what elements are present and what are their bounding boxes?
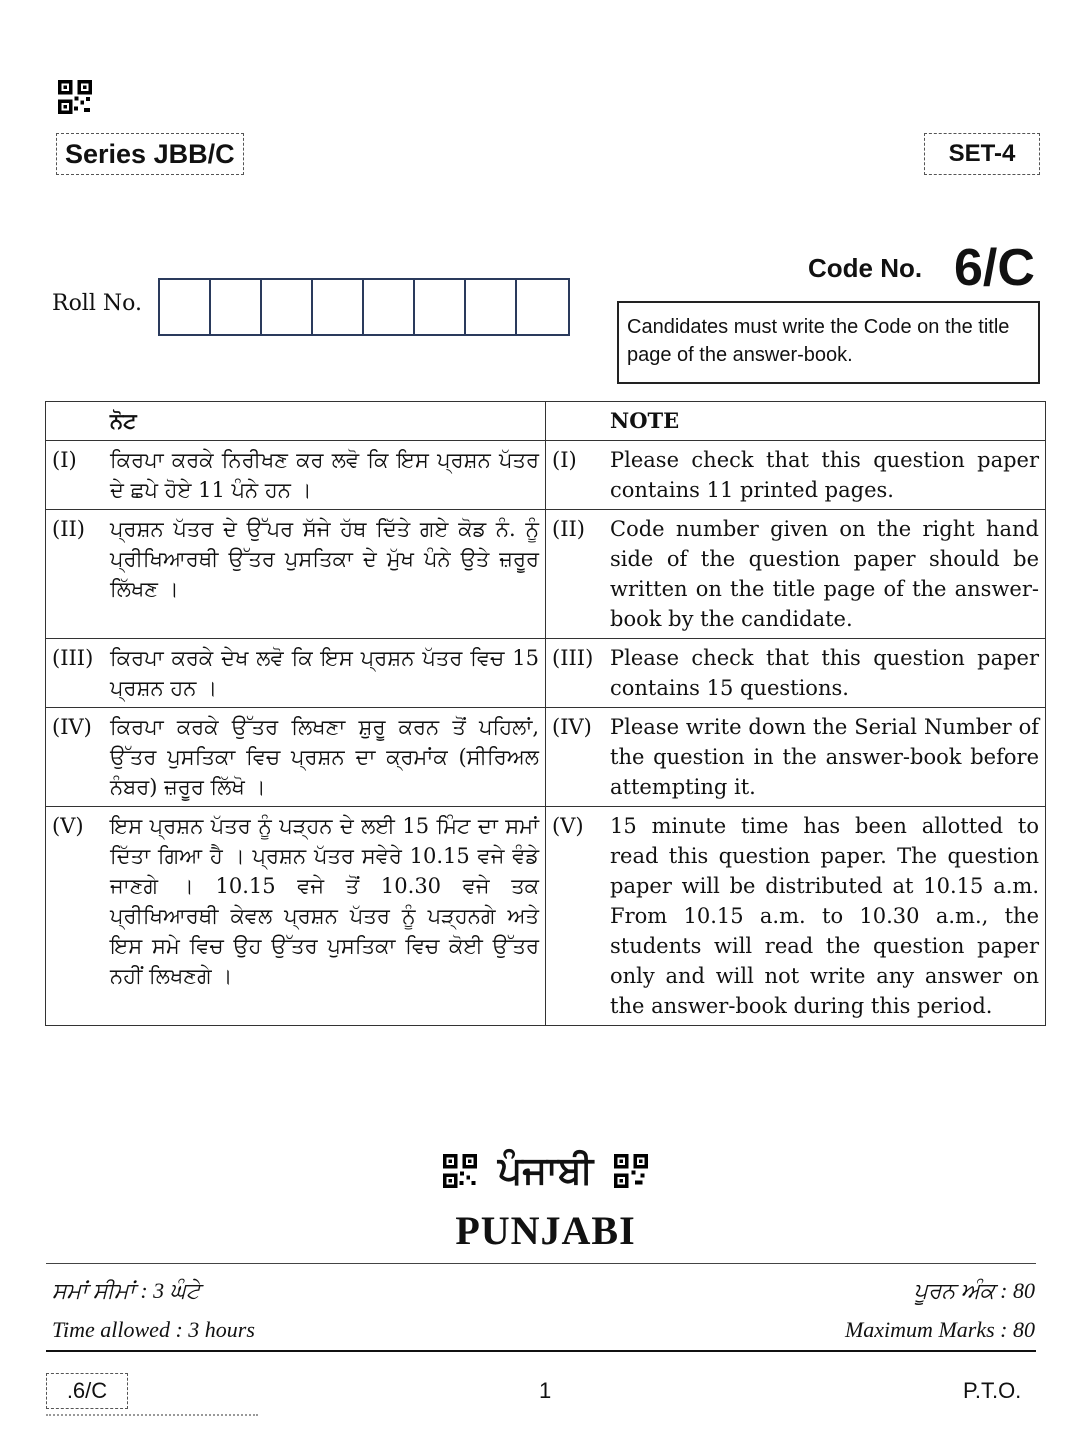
footer-code: .6/C: [46, 1373, 128, 1409]
note-text-en: Please check that this question paper contains 15 questions.: [610, 646, 1039, 700]
note-heading-pa: ਨੋਟ: [110, 408, 137, 433]
code-number-label: Code No.: [808, 253, 923, 283]
maximum-marks-pa: ਪੂਰਨ ਅੰਕ : 80: [913, 1278, 1035, 1303]
note-cell-pa: [46, 639, 546, 708]
note-cell-en: [546, 708, 1046, 807]
note-number: (III): [552, 646, 594, 670]
note-row: [46, 441, 1046, 510]
note-text-en: Code number given on the right hand side of the question paper should be written on the title page of the answer-book by the candidate.: [610, 517, 1039, 631]
note-text-en: 15 minute time has been allotted to read this question paper. The question paper will be distributed at 10.15 a.m. From 10.15 a.m. to 10.30 a.m., the students will read the question paper only and will not write any answer on the answer-book during this period.: [610, 814, 1039, 1018]
code-number-value: 6/C: [954, 239, 1035, 297]
note-text-pa: ਪ੍ਰਸ਼ਨ ਪੱਤਰ ਦੇ ਉੱਪਰ ਸੱਜੇ ਹੱਥ ਦਿੱਤੇ ਗਏ ਕੋਡ ਨੰ. ਨੂੰ ਪ੍ਰੀਖਿਆਰਥੀ ਉੱਤਰ ਪੁਸਤਿਕਾ ਦੇ ਮੁੱਖ ਪੰਨੇ ਉਤੇ ਜ਼ਰੂਰ ਲਿੱਖਣ ।: [110, 517, 539, 601]
note-number: (I): [552, 448, 577, 472]
code-instruction: Candidates must write the Code on the title page of the answer-book.: [617, 301, 1040, 384]
time-allowed-pa: ਸਮਾਂ ਸੀਮਾਂ : 3 ਘੰਟੇ: [52, 1278, 201, 1303]
maximum-marks-en: Maximum Marks : 80: [844, 1317, 1035, 1342]
divider: [46, 1263, 1036, 1264]
roll-number-label: Roll No.: [52, 291, 142, 316]
qr-code-icon: [443, 1154, 477, 1188]
qr-code-icon: [58, 80, 92, 114]
note-table-header: [46, 402, 1046, 441]
note-table: [45, 401, 1046, 1026]
note-cell-pa: [46, 510, 546, 639]
note-row: [46, 639, 1046, 708]
note-number: (I): [52, 448, 77, 472]
note-text-pa: ਕਿਰਪਾ ਕਰਕੇ ਨਿਰੀਖਣ ਕਰ ਲਵੋ ਕਿ ਇਸ ਪ੍ਰਸ਼ਨ ਪੱਤਰ ਦੇ ਛਪੇ ਹੋਏ 11 ਪੰਨੇ ਹਨ ।: [110, 448, 539, 502]
roll-number-box: [466, 280, 517, 334]
note-cell-pa: [46, 708, 546, 807]
qr-code-icon: [614, 1154, 648, 1188]
roll-number-box: [262, 280, 313, 334]
page-number: 1: [539, 1378, 552, 1403]
roll-number-box: [517, 280, 568, 334]
roll-number-box: [160, 280, 211, 334]
note-text-en: Please check that this question paper contains 11 printed pages.: [610, 448, 1039, 502]
roll-number-box: [415, 280, 466, 334]
note-number: (III): [52, 646, 94, 670]
divider: [46, 1350, 1036, 1352]
note-text-pa: ਕਿਰਪਾ ਕਰਕੇ ਉੱਤਰ ਲਿਖਣਾ ਸ਼ੁਰੂ ਕਰਨ ਤੋਂ ਪਹਿਲਾਂ, ਉੱਤਰ ਪੁਸਤਿਕਾ ਵਿਚ ਪ੍ਰਸ਼ਨ ਦਾ ਕ੍ਰਮਾਂਕ (ਸੀਰਿਅਲ ਨੰਬਰ) ਜ਼ਰੂਰ ਲਿੱਖੋ ।: [110, 715, 539, 799]
series-label: Series JBB/C: [56, 133, 244, 175]
roll-number-box: [364, 280, 415, 334]
note-cell-en: [546, 510, 1046, 639]
roll-number-box: [313, 280, 364, 334]
note-text-pa: ਕਿਰਪਾ ਕਰਕੇ ਦੇਖ ਲਵੋ ਕਿ ਇਸ ਪ੍ਰਸ਼ਨ ਪੱਤਰ ਵਿਚ 15 ਪ੍ਰਸ਼ਨ ਹਨ ।: [110, 646, 539, 700]
note-number: (IV): [52, 715, 92, 739]
note-heading-cell-en: [546, 402, 1046, 441]
note-number: (V): [552, 814, 584, 838]
note-heading-en: NOTE: [610, 408, 680, 433]
subject-heading: [0, 1148, 1091, 1193]
subject-title-en: PUNJABI: [455, 1208, 636, 1253]
note-heading-cell-pa: [46, 402, 546, 441]
note-number: (II): [52, 517, 85, 541]
set-label: SET-4: [924, 133, 1040, 175]
note-cell-pa: [46, 807, 546, 1026]
note-number: (II): [552, 517, 585, 541]
note-row: [46, 510, 1046, 639]
note-cell-pa: [46, 441, 546, 510]
note-number: (IV): [552, 715, 592, 739]
note-row: [46, 807, 1046, 1026]
roll-number-boxes: [158, 278, 570, 336]
note-cell-en: [546, 441, 1046, 510]
note-cell-en: [546, 639, 1046, 708]
footer-dotted-line: [46, 1414, 258, 1416]
note-text-pa: ਇਸ ਪ੍ਰਸ਼ਨ ਪੱਤਰ ਨੂੰ ਪੜ੍ਹਨ ਦੇ ਲਈ 15 ਮਿੰਟ ਦਾ ਸਮਾਂ ਦਿੱਤਾ ਗਿਆ ਹੈ । ਪ੍ਰਸ਼ਨ ਪੱਤਰ ਸਵੇਰੇ 10.15 ਵਜੇ ਵੰਡੇ ਜਾਣਗੇ । 10.15 ਵਜੇ ਤੋਂ 10.30 ਵਜੇ ਤਕ ਪ੍ਰੀਖਿਆਰਥੀ ਕੇਵਲ ਪ੍ਰਸ਼ਨ ਪੱਤਰ ਨੂੰ ਪੜ੍ਹਨਗੇ ਅਤੇ ਇਸ ਸਮੇ ਵਿਚ ਉਹ ਉੱਤਰ ਪੁਸਤਿਕਾ ਵਿਚ ਕੋਈ ਉੱਤਰ ਨਹੀਂ ਲਿਖਣਗੇ ।: [110, 814, 539, 988]
roll-number-box: [211, 280, 262, 334]
note-number: (V): [52, 814, 84, 838]
please-turn-over: P.T.O.: [963, 1378, 1022, 1403]
note-row: [46, 708, 1046, 807]
time-allowed-en: Time allowed : 3 hours: [52, 1317, 255, 1342]
note-text-en: Please write down the Serial Number of the question in the answer-book before attempting it.: [610, 715, 1039, 799]
note-cell-en: [546, 807, 1046, 1026]
subject-title-pa: ਪੰਜਾਬੀ: [497, 1148, 594, 1192]
